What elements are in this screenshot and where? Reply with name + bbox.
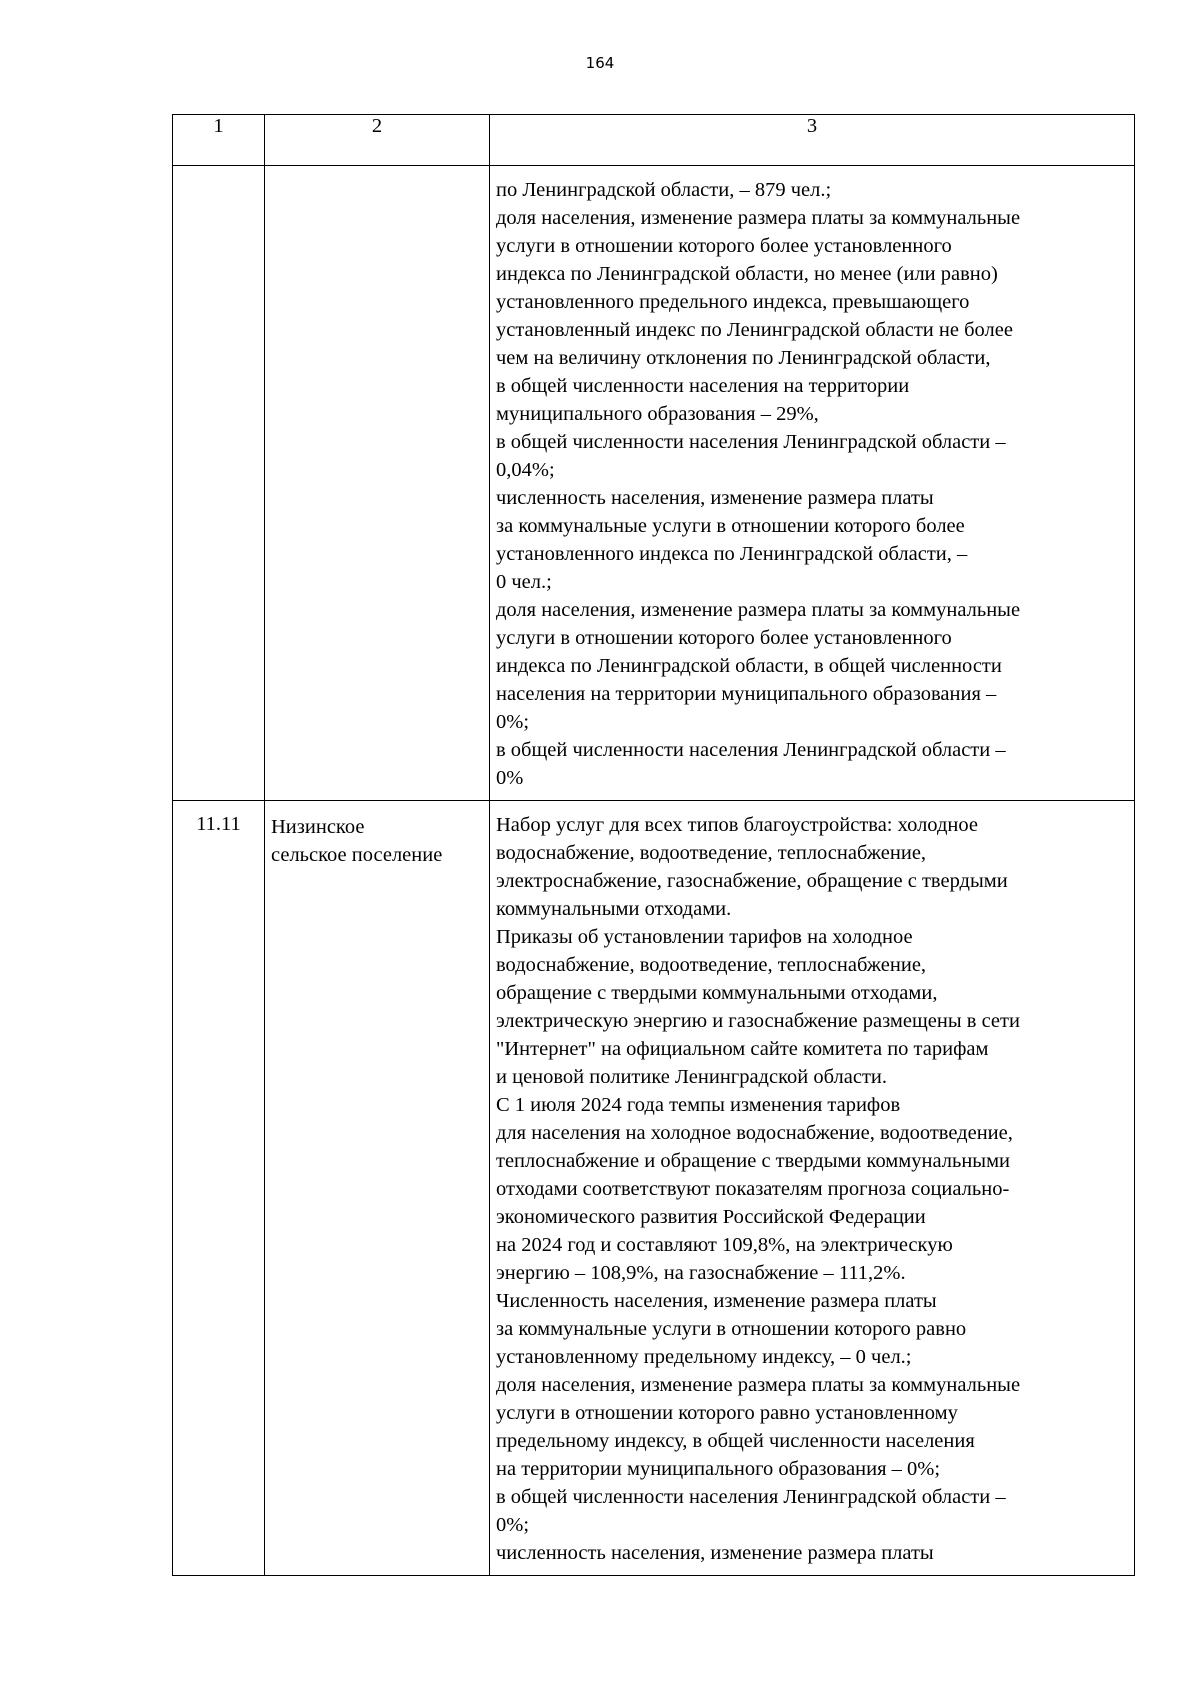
text-line: электрическую энергию и газоснабжение размещены в сети (496, 1010, 1020, 1032)
text-line: 0% (496, 767, 524, 789)
text-line: водоснабжение, водоотведение, теплоснабжение, (496, 842, 927, 864)
text-line: индекса по Ленинградской области, но менее (или равно) (496, 263, 998, 285)
row-name-cell (265, 801, 490, 1576)
table-header-row (173, 115, 1135, 166)
text-line: для населения на холодное водоснабжение, водоотведение, (496, 1122, 1013, 1144)
text-line: услуги в отношении которого равно установленному (496, 1402, 958, 1424)
table-row (173, 166, 1135, 801)
text-line: 0,04%; (496, 459, 555, 481)
text-line: обращение с твердыми коммунальными отходами, (496, 982, 938, 1004)
text-line: муниципального образования – 29%, (496, 403, 819, 425)
text-line: отходами соответствуют показателям прогноза социально- (496, 1178, 1010, 1200)
text-line: С 1 июля 2024 года темпы изменения тарифов (496, 1094, 901, 1116)
text-line: 0%; (496, 1514, 530, 1536)
text-line: водоснабжение, водоотведение, теплоснабжение, (496, 954, 927, 976)
header-col-1: 1 (173, 115, 265, 166)
text-line: коммунальными отходами. (496, 898, 732, 920)
text-line: теплоснабжение и обращение с твердыми коммунальными (496, 1150, 1011, 1172)
text-line: доля населения, изменение размера платы за коммунальные (496, 599, 1021, 621)
text-line: и ценовой политике Ленинградской области. (496, 1066, 888, 1088)
text-line: на 2024 год и составляют 109,8%, на электрическую (496, 1234, 953, 1256)
text-line: 0%; (496, 711, 530, 733)
text-line: электроснабжение, газоснабжение, обращение с твердыми (496, 870, 1008, 892)
text-line: в общей численности населения Ленинградской области – (496, 431, 1006, 453)
header-col-2: 2 (265, 115, 490, 166)
row-text-cell (490, 166, 1135, 801)
text-line: услуги в отношении которого более установленного (496, 627, 952, 649)
text-line: Численность населения, изменение размера платы (496, 1290, 937, 1312)
row-name-cell (265, 166, 490, 801)
text-line: чем на величину отклонения по Ленинградской области, (496, 347, 991, 369)
text-line: в общей численности населения Ленинградской области – (496, 739, 1006, 761)
text-line: индекса по Ленинградской области, в общей численности (496, 655, 1002, 677)
text-line: численность населения, изменение размера платы (496, 487, 934, 509)
text-line: установленный индекс по Ленинградской области не более (496, 319, 1013, 341)
row-name-line: Низинское (271, 816, 365, 838)
text-line: на территории муниципального образования – 0%; (496, 1458, 941, 1480)
table-row (173, 801, 1135, 1576)
text-line: экономического развития Российской Федерации (496, 1206, 926, 1228)
text-line: в общей численности населения на территории (496, 375, 910, 397)
data-table (172, 114, 1135, 1576)
row-text-cell (490, 801, 1135, 1576)
text-line: установленному предельному индексу, – 0 чел.; (496, 1346, 912, 1368)
text-line: за коммунальные услуги в отношении которого равно (496, 1318, 967, 1340)
text-line: населения на территории муниципального образования – (496, 683, 997, 705)
row-name-line: сельское поселение (271, 844, 443, 866)
header-col-3: 3 (490, 115, 1135, 166)
text-line: Набор услуг для всех типов благоустройства: холодное (496, 814, 978, 836)
row-number-cell: 11.11 (173, 801, 265, 1576)
text-line: доля населения, изменение размера платы за коммунальные (496, 1374, 1021, 1396)
text-line: Приказы об установлении тарифов на холодное (496, 926, 913, 948)
text-line: установленного предельного индекса, превышающего (496, 291, 970, 313)
text-line: за коммунальные услуги в отношении которого более (496, 515, 965, 537)
text-line: в общей численности населения Ленинградской области – (496, 1486, 1006, 1508)
text-line: предельному индексу, в общей численности населения (496, 1430, 975, 1452)
text-line: численность населения, изменение размера платы (496, 1542, 934, 1564)
text-line: "Интернет" на официальном сайте комитета по тарифам (496, 1038, 989, 1060)
row-number-cell (173, 166, 265, 801)
text-line: 0 чел.; (496, 571, 552, 593)
text-line: установленного индекса по Ленинградской области, – (496, 543, 968, 565)
text-line: доля населения, изменение размера платы за коммунальные (496, 207, 1021, 229)
text-line: по Ленинградской области, – 879 чел.; (496, 179, 832, 201)
text-line: энергию – 108,9%, на газоснабжение – 111,2%. (496, 1262, 906, 1284)
text-line: услуги в отношении которого более установленного (496, 235, 952, 257)
page-number: 164 (585, 54, 615, 72)
